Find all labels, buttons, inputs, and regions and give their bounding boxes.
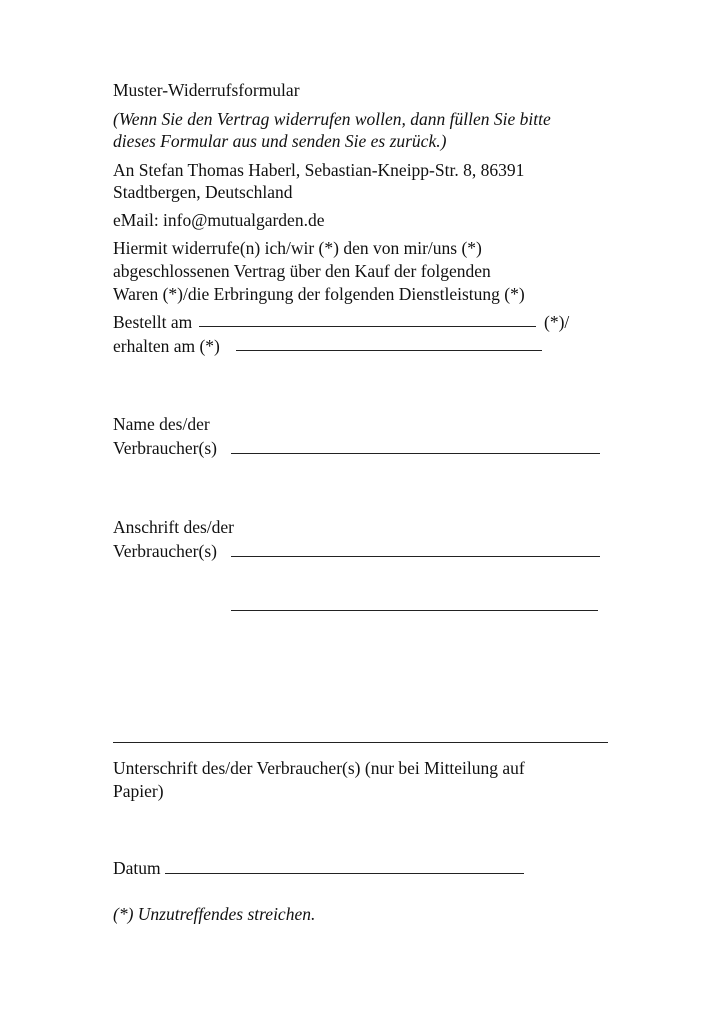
name-label-line-1: Name des/der [113,414,210,434]
ordered-suffix: (*)/ [544,312,570,332]
ordered-label: Bestellt am [113,312,193,332]
name-field-line[interactable] [231,453,600,454]
statement-line-1: Hiermit widerrufe(n) ich/wir (*) den von mir/uns (*) [113,238,482,258]
name-label-line-2: Verbraucher(s) [113,438,217,458]
address-label-line-2: Verbraucher(s) [113,541,217,561]
signature-label-line-2: Papier) [113,781,164,801]
address-field-line-1[interactable] [231,556,600,557]
date-field-line[interactable] [165,873,524,874]
signature-label-line-1: Unterschrift des/der Verbraucher(s) (nur bei Mitteilung auf [113,758,525,778]
signature-field-line[interactable] [113,742,608,743]
form-title: Muster-Widerrufsformular [113,80,300,100]
email-line: eMail: info@mutualgarden.de [113,210,325,230]
received-label: erhalten am (*) [113,336,220,356]
received-date-field-line[interactable] [236,350,542,351]
recipient-line-2: Stadtbergen, Deutschland [113,182,293,202]
date-label: Datum [113,858,161,878]
instruction-line-1: (Wenn Sie den Vertrag widerrufen wollen, dann füllen Sie bitte [113,109,551,129]
address-label-line-1: Anschrift des/der [113,517,235,537]
statement-line-3: Waren (*)/die Erbringung der folgenden Dienstleistung (*) [113,284,525,304]
address-field-line-2[interactable] [231,610,598,611]
statement-line-2: abgeschlossenen Vertrag über den Kauf der folgenden [113,261,491,281]
instruction-line-2: dieses Formular aus und senden Sie es zurück.) [113,131,447,151]
recipient-line-1: An Stefan Thomas Haberl, Sebastian-Kneipp-Str. 8, 86391 [113,160,525,180]
ordered-date-field-line[interactable] [199,326,536,327]
footnote: (*) Unzutreffendes streichen. [113,904,316,924]
